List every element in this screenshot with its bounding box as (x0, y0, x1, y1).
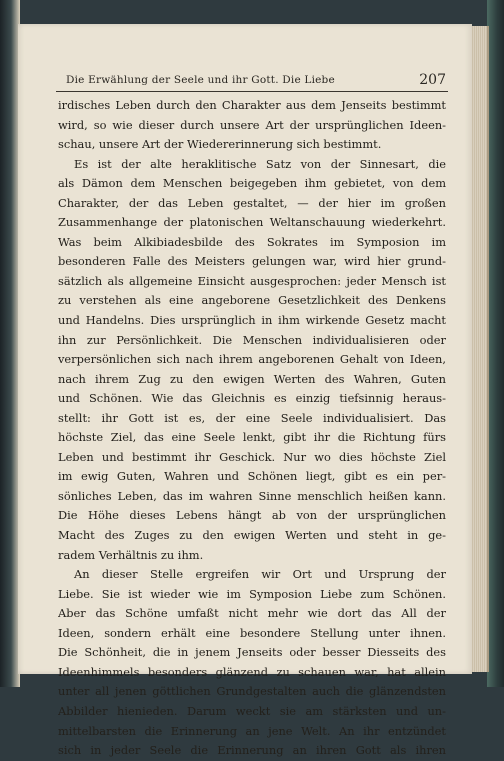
text-line: nach ihrem Zug zu den ewigen Werten des Wahren, Guten (58, 371, 446, 386)
text-line: stellt: ihr Gott ist es, der eine Seele individualisiert. Das (58, 410, 446, 425)
text-line: Was beim Alkibiadesbilde des Sokrates im Symposion im (58, 234, 446, 249)
text-line: Zusammenhange der platonischen Weltanschauung wiederkehrt. (58, 215, 446, 230)
text-line: Die Schönheit, die in jenem Jenseits oder besser Diesseits des (58, 645, 446, 660)
text-line: Die Höhe dieses Lebens hängt ab von der ursprünglichen (58, 508, 446, 523)
running-title: Die Erwählung der Seele und ihr Gott. Die Liebe (66, 74, 335, 86)
text-line: Abbilder hienieden. Darum weckt sie am stärksten und un- (58, 703, 446, 718)
text-line: unter all jenen göttlichen Grundgestalten auch die glänzendsten (58, 684, 446, 699)
book-cover-edge (487, 0, 504, 687)
text-line: Macht des Zuges zu den ewigen Werten und steht in ge- (58, 528, 446, 543)
text-line: Es ist der alte heraklitische Satz von der Sinnesart, die (74, 156, 446, 171)
header-rule (56, 91, 448, 92)
running-header (56, 72, 446, 90)
text-line: Leben und bestimmt ihr Geschick. Nur wo dies höchste Ziel (58, 449, 446, 464)
text-line: im ewig Guten, Wahren und Schönen liegt, gibt es ein per- (58, 469, 446, 484)
text-line: und Schönen. Wie das Gleichnis es einzig tiefsinnig heraus- (58, 391, 446, 406)
page-number: 207 (419, 72, 446, 88)
text-line: schau, unsere Art der Wiedererinnerung sich bestimmt. (58, 137, 382, 152)
book-gutter-left (0, 0, 20, 687)
text-line: irdisches Leben durch den Charakter aus dem Jenseits bestimmt (58, 98, 446, 112)
text-line: radem Verhältnis zu ihm. (58, 547, 204, 562)
text-line: höchste Ziel, das eine Seele lenkt, gibt ihr die Richtung fürs (58, 430, 446, 445)
text-line: sätzlich als allgemeine Einsicht ausgesprochen: jeder Mensch ist (58, 273, 446, 288)
text-line: Ideen, sondern erhält eine besondere Stellung unter ihnen. (58, 625, 446, 640)
body-text (58, 96, 446, 761)
text-line: Liebe. Sie ist wieder wie im Symposion Liebe zum Schönen. (58, 586, 446, 601)
text-line: Aber das Schöne umfaßt nicht mehr wie dort das All der (58, 606, 446, 621)
text-line: sönliches Leben, das im wahren Sinne menschlich heißen kann. (58, 488, 446, 503)
text-line: wird, so wie dieser durch unsere Art der ursprünglichen Ideen- (58, 117, 446, 132)
text-line: Ideenhimmels besonders glänzend zu schauen war, hat allein (58, 664, 446, 679)
text-line: sich in jeder Seele die Erinnerung an ihren Gott als ihren (58, 743, 446, 758)
text-line: verpersönlichen sich nach ihrem angeborenen Gehalt von Ideen, (58, 352, 446, 367)
text-line: mittelbarsten die Erinnerung an jene Welt. An ihr entzündet (58, 723, 446, 738)
text-line: ihn zur Persönlichkeit. Die Menschen individualisieren oder (58, 332, 446, 347)
text-line: Charakter, der das Leben gestaltet, — der hier im großen (58, 195, 446, 210)
text-line: besonderen Falle des Meisters gelungen war, wird hier grund- (58, 254, 446, 269)
text-line: als Dämon dem Menschen beigegeben ihm gebietet, von dem (58, 176, 446, 191)
text-line: An dieser Stelle ergreifen wir Ort und Ursprung der (74, 567, 446, 582)
text-line: zu verstehen als eine angeborene Gesetzlichkeit des Denkens (58, 293, 446, 308)
text-line: und Handelns. Dies ursprünglich in ihm wirkende Gesetz macht (58, 313, 446, 328)
